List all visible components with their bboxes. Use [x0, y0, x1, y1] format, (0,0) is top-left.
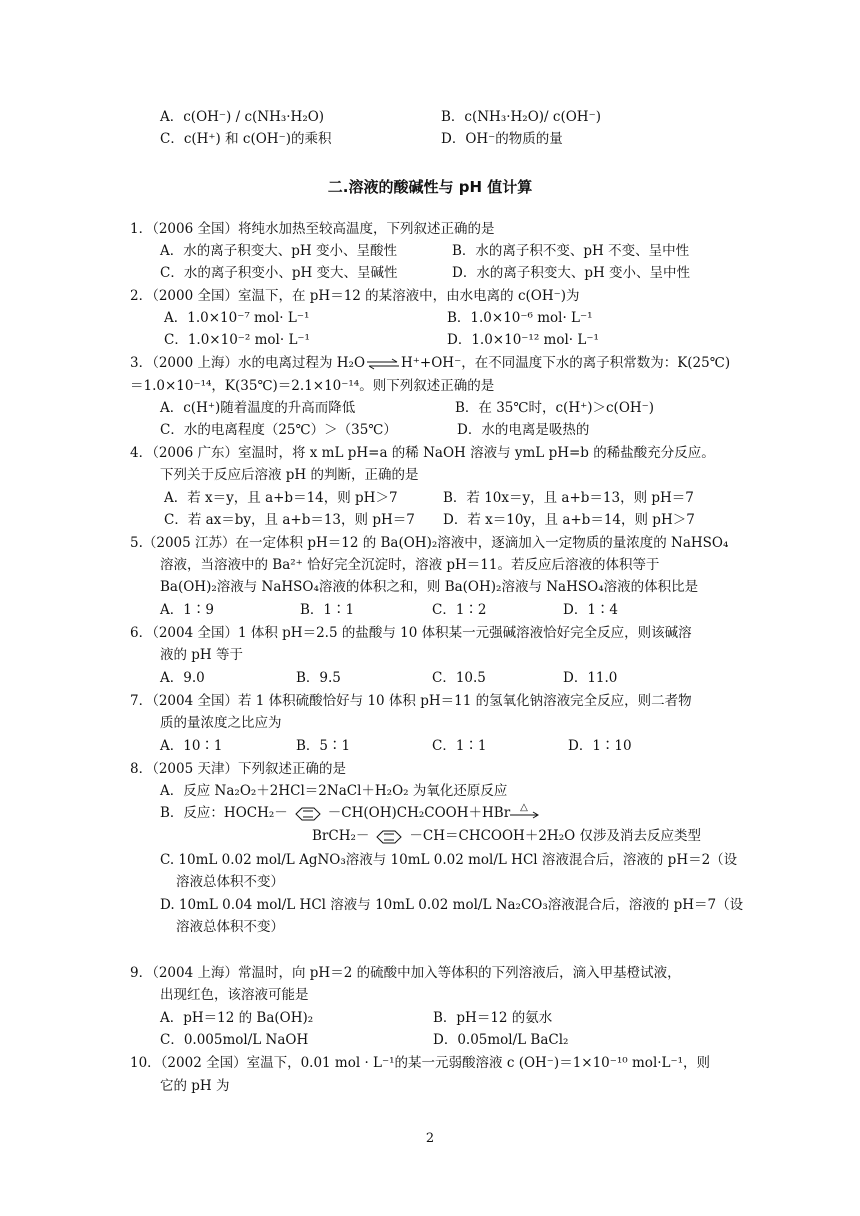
- heat-delta-symbol: △: [520, 801, 528, 813]
- q8-option-d-line1: D. 10mL 0.04 mol/L HCl 溶液与 10mL 0.02 mol/L Na₂CO₃溶液混合后，溶液的 pH＝7（设: [160, 897, 744, 913]
- q4-option-a: A．若 x＝y，且 a+b＝14，则 pH＞7: [164, 490, 398, 506]
- q8-b-text4: －CH＝CHCOOH＋2H₂O 仅涉及消去反应类型: [409, 828, 701, 844]
- question-5-line3: Ba(OH)₂溶液与 NaHSO₄溶液的体积之和，则 Ba(OH)₂溶液与 NaHSO₄溶液的体积比是: [160, 579, 699, 595]
- q6-option-a: A．9.0: [160, 670, 205, 686]
- q8-b-text2: －CH(OH)CH₂COOH＋HBr: [327, 805, 511, 821]
- benzene-ring-icon: [290, 806, 326, 822]
- q9-option-b: B．pH＝12 的氨水: [433, 1010, 553, 1026]
- question-2-stem: 2．（2000 全国）室温下，在 pH＝12 的某溶液中，由水电离的 c(OH⁻)为: [130, 288, 580, 304]
- question-6-line1: 6．（2004 全国）1 体积 pH＝2.5 的盐酸与 10 体积某一元强碱溶液恰好完全反应，则该碱溶: [130, 625, 692, 641]
- benzene-ring-icon: [371, 829, 407, 845]
- reaction-arrow-icon: [510, 801, 540, 821]
- q3-option-b: B．在 35℃时，c(H⁺)＞c(OH⁻): [455, 400, 655, 416]
- question-9-line2: 出现红色，该溶液可能是: [160, 987, 309, 1003]
- q7-option-a: A．10∶1: [160, 738, 223, 754]
- q5-option-b: B．1∶1: [300, 602, 355, 618]
- question-7-line1: 7．（2004 全国）若 1 体积硫酸恰好与 10 体积 pH＝11 的氢氧化钠溶液完全反应，则二者物: [130, 693, 692, 709]
- q9-option-c: C．0.005mol/L NaOH: [160, 1032, 309, 1048]
- q3-stem-part2: H⁺+OH⁻，在不同温度下水的离子积常数为：K(25℃): [401, 355, 731, 371]
- q7-option-d: D．1∶10: [568, 738, 632, 754]
- q2-option-b: B．1.0×10⁻⁶ mol· L⁻¹: [447, 310, 593, 326]
- q8-b-text3: BrCH₂－: [312, 828, 370, 844]
- q4-option-c: C．若 ax＝by，且 a+b＝13，则 pH＝7: [164, 512, 415, 528]
- q2-option-a: A．1.0×10⁻⁷ mol· L⁻¹: [164, 310, 310, 326]
- q8-option-a: A．反应 Na₂O₂＋2HCl＝2NaCl＋H₂O₂ 为氧化还原反应: [160, 783, 508, 799]
- q3-stem-line2: ＝1.0×10⁻¹⁴，K(35℃)＝2.1×10⁻¹⁴。则下列叙述正确的是: [130, 378, 495, 394]
- question-5-line1: 5.（2005 江苏）在一定体积 pH＝12 的 Ba(OH)₂溶液中，逐滴加入一定物质的量浓度的 NaHSO₄: [130, 535, 729, 551]
- q7-option-c: C．1∶1: [432, 738, 487, 754]
- q8-b-text1: B．反应：HOCH₂－: [160, 805, 288, 821]
- q5-option-a: A．1∶9: [160, 602, 214, 618]
- q8-option-b-line2: [312, 827, 701, 845]
- q8-option-c-line2: 溶液总体积不变）: [176, 874, 284, 890]
- q5-option-c: C．1∶2: [432, 602, 487, 618]
- question-5-line2: 溶液，当溶液中的 Ba²⁺ 恰好完全沉淀时，溶液 pH＝11。若反应后溶液的体积等于: [160, 557, 660, 573]
- question-8-stem: 8．（2005 天津）下列叙述正确的是: [130, 761, 346, 777]
- q1-option-c: C．水的离子积变小、pH 变大、呈碱性: [160, 265, 398, 281]
- question-3-stem: [130, 354, 730, 372]
- question-7-line2: 质的量浓度之比应为: [160, 715, 282, 731]
- q8-option-d-line2: 溶液总体积不变）: [176, 919, 284, 935]
- option-c: C．c(H⁺) 和 c(OH⁻)的乘积: [160, 131, 332, 147]
- equilibrium-arrow-icon: [366, 358, 400, 370]
- page-number: 2: [425, 1131, 435, 1146]
- q5-option-d: D．1∶4: [563, 602, 619, 618]
- section-title: 二.溶液的酸碱性与 pH 值计算: [327, 178, 533, 196]
- q8-option-b-line1: [160, 801, 540, 822]
- q3-option-d: D．水的电离是吸热的: [457, 422, 590, 438]
- question-1-stem: 1．（2006 全国）将纯水加热至较高温度，下列叙述正确的是: [130, 221, 495, 237]
- q3-option-c: C．水的电离程度（25℃）＞（35℃）: [160, 422, 397, 438]
- q7-option-b: B．5∶1: [296, 738, 351, 754]
- q3-option-a: A．c(H⁺)随着温度的升高而降低: [160, 400, 356, 416]
- q4-option-d: D．若 x＝10y，且 a+b＝14，则 pH＞7: [443, 512, 695, 528]
- option-d: D．OH⁻的物质的量: [441, 131, 563, 147]
- q2-option-c: C．1.0×10⁻² mol· L⁻¹: [164, 332, 310, 348]
- question-9-line1: 9．（2004 上海）常温时，向 pH＝2 的硫酸中加入等体积的下列溶液后，滴入甲基橙试液，: [130, 965, 681, 981]
- q1-option-b: B．水的离子积不变、pH 不变、呈中性: [452, 243, 690, 259]
- q6-option-b: B．9.5: [296, 670, 341, 686]
- q2-option-d: D．1.0×10⁻¹² mol· L⁻¹: [447, 332, 599, 348]
- q8-option-c-line1: C. 10mL 0.02 mol/L AgNO₃溶液与 10mL 0.02 mol/L HCl 溶液混合后，溶液的 pH＝2（设: [160, 852, 738, 868]
- q9-option-d: D．0.05mol/L BaCl₂: [433, 1032, 569, 1048]
- q1-option-d: D．水的离子积变大、pH 变小、呈中性: [452, 265, 691, 281]
- q1-option-a: A．水的离子积变大、pH 变小、呈酸性: [160, 243, 397, 259]
- option-a: A．c(OH⁻) / c(NH₃·H₂O): [160, 109, 325, 125]
- question-10-line2: 它的 pH 为: [160, 1078, 230, 1094]
- question-4-stem: 4．（2006 广东）室温时，将 x mL pH=a 的稀 NaOH 溶液与 ymL pH=b 的稀盐酸充分反应。: [130, 445, 715, 461]
- q4-stem-line2: 下列关于反应后溶液 pH 的判断，正确的是: [160, 467, 419, 483]
- q6-option-c: C．10.5: [432, 670, 486, 686]
- question-10-line1: 10．（2002 全国）室温下，0.01 mol · L⁻¹的某一元弱酸溶液 c (OH⁻)＝1×10⁻¹⁰ mol·L⁻¹，则: [130, 1055, 711, 1071]
- option-b: B．c(NH₃·H₂O)/ c(OH⁻): [441, 109, 601, 125]
- q6-option-d: D．11.0: [563, 670, 618, 686]
- q3-stem-part1: 3．（2000 上海）水的电离过程为 H₂O: [130, 355, 366, 371]
- q9-option-a: A．pH＝12 的 Ba(OH)₂: [160, 1010, 314, 1026]
- question-6-line2: 液的 pH 等于: [160, 647, 243, 663]
- q4-option-b: B．若 10x＝y，且 a+b＝13，则 pH＝7: [443, 490, 694, 506]
